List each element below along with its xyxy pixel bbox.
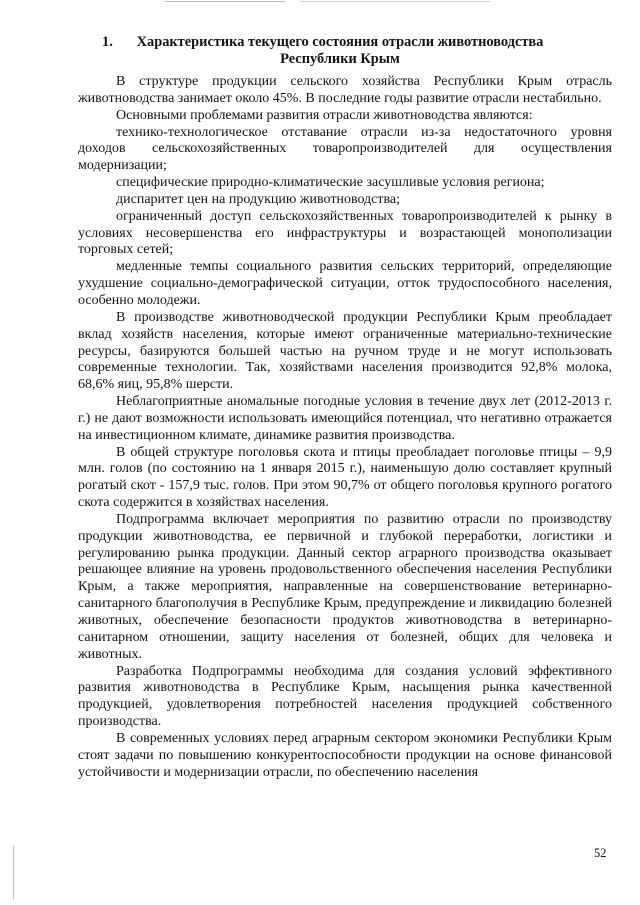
page-number: 52 xyxy=(594,846,607,860)
scan-artifact-edge xyxy=(13,845,14,900)
section-title-line-2: Республики Крым xyxy=(280,51,400,67)
section-heading xyxy=(60,34,620,68)
paragraph: Основными проблемами развития отрасли животноводства являются: xyxy=(116,107,533,123)
paragraph: В структуре продукции сельского хозяйства Республики Крым отрасль животноводства занимает около 45%. В последние годы развитие отрасли нестабильно. xyxy=(78,74,612,106)
list-item: медленные темпы социального развития сельских территорий, определяющие ухудшение социально-демографической ситуации, отток трудоспособного населения, особенно молодежи. xyxy=(78,259,612,308)
paragraph: Разработка Подпрограммы необходима для создания условий эффективного развития животноводства в Республике Крым, насыщения рынка качественной продукцией, удовлетворения потребностей населения продукцией собственного производства. xyxy=(78,663,612,730)
paragraph: В производстве животноводческой продукции Республики Крым преобладает вклад хозяйств населения, которые имеют ограниченные материально-технические ресурсы, базируются большей частью на ручном труде и не могут использовать современные технологии. Так, хозяйствами населения производится 92,8% молока, 68,6% яиц, 95,8% шерсти. xyxy=(78,309,612,393)
paragraph: В современных условиях перед аграрным сектором экономики Республики Крым стоят задачи по повышению конкурентоспособности продукции на основе финансовой устойчивости и модернизации отрасли, по обеспечению населения xyxy=(78,730,612,780)
list-item: ограниченный доступ сельскохозяйственных товаропроизводителей к рынку в условиях несовершенства его инфраструктуры и возрастающей монополизации торговых сетей; xyxy=(78,208,612,258)
paragraph: Подпрограмма включает мероприятия по развитию отрасли по производству продукции животноводства, ее первичной и глубокой переработки, логистики и регулированию рынка продукции. Данный сектор аграрного производства оказывает решающее влияние на уровень продовольственного обеспечения населения Республики Крым, а также мероприятия, направленные на совершенствование ветеринарно-санитарного благополучия в Республике Крым, предупреждение и ликвидацию болезней животных, обеспечение безопасности продуктов животноводства в ветеринарно-санитарном отношении, защиту населения от болезней, общих для человека и животных. xyxy=(78,511,612,662)
paragraph: Неблагоприятные аномальные погодные условия в течение двух лет (2012-2013 г. г.) не дают возможности использовать имеющийся потенциал, что негативно отражается на инвестиционном климате, динамике развития производства. xyxy=(78,394,612,443)
scan-artifact-line xyxy=(300,1,490,2)
section-title-line-1: Характеристика текущего состояния отрасли животноводства xyxy=(136,34,544,50)
list-item: диспаритет цен на продукцию животноводства; xyxy=(116,191,401,207)
scan-artifact-line xyxy=(165,1,285,2)
body-text xyxy=(78,74,612,781)
section-number: 1. xyxy=(102,34,113,50)
list-item: специфические природно-климатические засушливые условия региона; xyxy=(116,175,545,191)
paragraph: В общей структуре поголовья скота и птицы преобладает поголовье птицы – 9,9 млн. голов (по состоянию на 1 января 2015 г.), наименьшую долю составляет крупный рогатый скот - 157,9 тыс. голов. При этом 90,7% от общего поголовья крупного рогатого скота содержится в хозяйствах населения. xyxy=(78,444,612,511)
list-item: технико-технологическое отставание отрасли из-за недостаточного уровня доходов сельскохозяйственных товаропроизводителей для осуществления модернизации; xyxy=(78,124,612,174)
